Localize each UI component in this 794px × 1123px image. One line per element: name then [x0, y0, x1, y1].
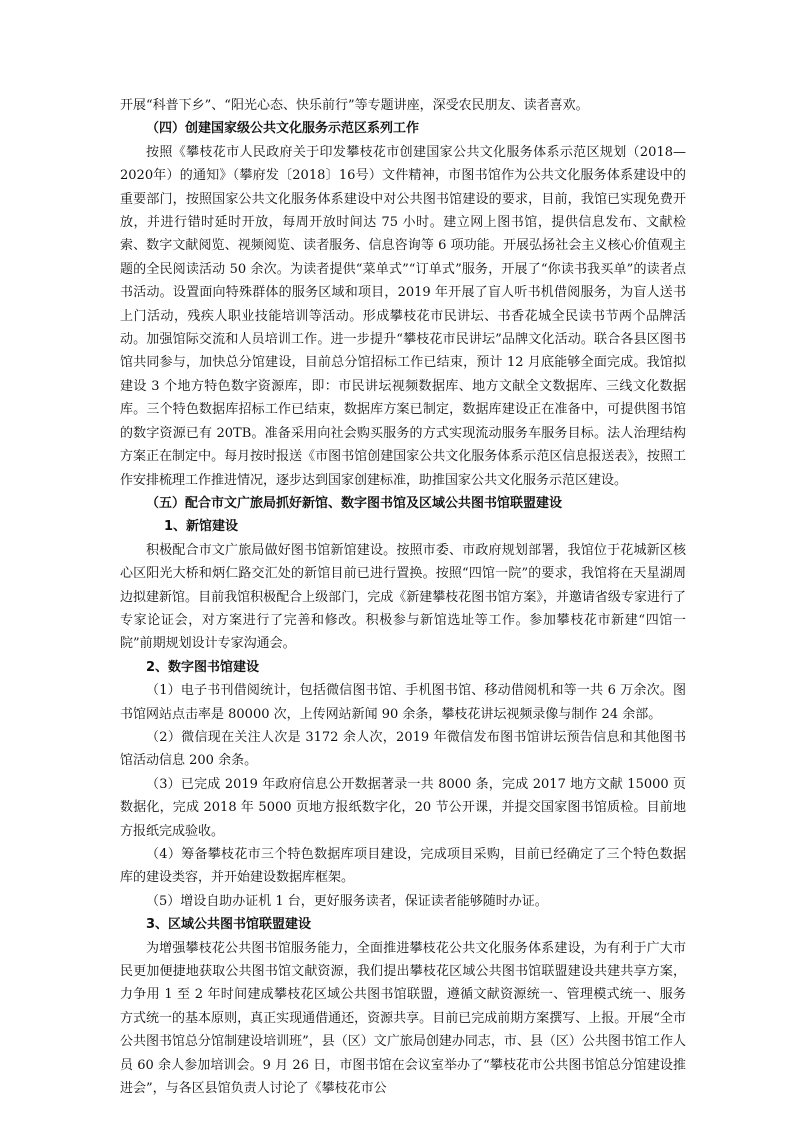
subheading-library-alliance: 3、区域公共图书馆联盟建设 — [146, 917, 312, 933]
paragraph-demonstration-zone: 按照《攀枝花市人民政府关于印发攀枝花市创建国家公共文化服务体系示范区规划（2018—2020年）的通知》（攀府发〔2018〕16号）文件精神，市图书馆作为公共文化服务体系建设中的重要部门，按照国家公共文化服务体系建设中对公共图书馆建设的要求，目前，我馆已实现免费开放，并进行错时延时开放，每周开放时间达 75 小时。建立网上图书馆，提供信息发布、文献检索、数字文献阅览、视频阅览、读者服务、信息咨询等 6 项功能。开展弘扬社会主义核心价值观主题的全民阅读活动 50 余次。为读者提供“菜单式”“订单式”服务，开展了“你读书我买单”的读者点书活动。设置面向特殊群体的服务区域和项目，2019 年开展了盲人听书机借阅服务，为盲人送书上门活动，残疾人职业技能培训等活动。形成攀枝花市民讲坛、书香花城全民读书节两个品牌活动。加强馆际交流和人员培训工作。进一步提升“攀枝花市民讲坛”品牌文化活动。联合各县区图书馆共同参与，加快总分馆建设，目前总分馆招标工作已结束，预计 12 月底能够全面完成。我馆拟建设 3 个地方特色数字资源库，即：市民讲坛视频数据库、地方文献全文数据库、三线文化数据库。三个特色数据库招标工作已结束，数据库方案已制定，数据库建设正在准备中，可提供图书馆的数字资源已有 20TB。准备采用向社会购买服务的方式实现流动服务车服务目标。法人治理结构方案正在制定中。每月按时报送《市图书馆创建国家公共文化服务体系示范区信息报送表》，按照工作安排梳理工作推进情况，逐步达到国家创建标准，助推国家公共文化服务示范区建设。 — [120, 144, 686, 488]
paragraph-digital-item-5: （5）增设自助办证机 1 台，更好服务读者，保证读者能够随时办证。 — [146, 893, 548, 909]
paragraph-library-alliance: 为增强攀枝花公共图书馆服务能力，全面推进攀枝花公共文化服务体系建设，为有利于广大市民更加便捷地获取公共图书馆文献资源，我们提出攀枝花区域公共图书馆联盟建设共建共享方案，力争用 1 至 2 年时间建成攀枝花区域公共图书馆联盟，遵循文献资源统一、管理模式统一、服务方式统一的基本原则，真正实现通借通还，资源共享。目前已完成前期方案撰写、上报。开展“全市公共图书馆总分馆制建设培训班”，县（区）文广旅局创建办同志，市、县（区）公共图书馆工作人员 60 余人参加培训会。9 月 26 日，市图书馆在会议室举办了“攀枝花市公共图书馆总分馆建设推进会”，与各区县馆负责人讨论了《攀枝花市公 — [120, 940, 686, 1097]
section-heading-4: （四）创建国家级公共文化服务示范区系列工作 — [146, 121, 420, 137]
paragraph-digital-item-4: （4）筹备攀枝花市三个特色数据库项目建设，完成项目采购，目前已经确定了三个特色数据库的建设类容，并开始建设数据库框架。 — [120, 847, 686, 886]
document-body — [120, 94, 686, 1100]
paragraph-new-library: 积极配合市文广旅局做好图书馆新馆建设。按照市委、市政府规划部署，我馆位于花城新区核心区阳光大桥和炳仁路交汇处的新馆目前已进行置换。按照“四馆一院”的要求，我馆将在天星湖周边拟建新馆。目前我馆积极配合上级部门，完成《新建攀枝花图书馆方案》，并邀请省级专家进行了专家论证会，对方案进行了完善和修改。积极参与新馆选址等工作。参加攀枝花市新建“四馆一院”前期规划设计专家沟通会。 — [120, 542, 686, 652]
paragraph-continuation: 开展“科普下乡”、“阳光心态、快乐前行”等专题讲座，深受农民朋友、读者喜欢。 — [120, 98, 589, 113]
paragraph-digital-item-3: （3）已完成 2019 年政府信息公开数据著录一共 8000 条，完成 2017 地方文献 15000 页数据化，完成 2018 年 5000 页地方报纸数字化，20 节公开课，并提交国家图书馆质检。目前地方报纸完成验收。 — [120, 776, 686, 839]
paragraph-digital-item-2: （2）微信现在关注人次是 3172 余人次，2019 年微信发布图书馆讲坛预告信息和其他图书馆活动信息 200 余条。 — [120, 729, 686, 769]
subheading-new-library: 1、新馆建设 — [164, 519, 239, 535]
subheading-digital-library: 2、数字图书馆建设 — [146, 659, 260, 675]
paragraph-digital-item-1: （1）电子书刊借阅统计，包括微信图书馆、手机图书馆、移动借阅机和等一共 6 万余次。图书馆网站点击率是 80000 次，上传网站新闻 90 余条，攀枝花讲坛视频录像与制作 24 余部。 — [120, 683, 686, 722]
section-heading-5: （五）配合市文广旅局抓好新馆、数字图书馆及区域公共图书馆联盟建设 — [146, 495, 563, 511]
